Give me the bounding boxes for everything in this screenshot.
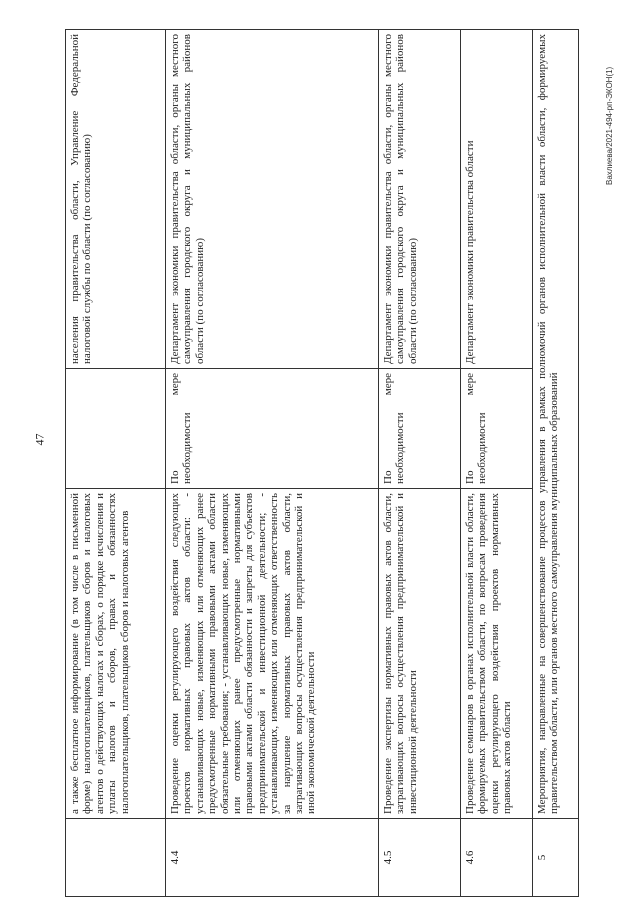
row-number-cell: 4.5 [379,819,461,897]
table-row [379,30,461,897]
page-number: 47 [32,433,47,446]
activity-cell: Проведение экспертизы нормативных правовых актов области, затрагивающих вопросы осуществления предпринимательской и инвестиционной деятельности [379,489,461,819]
deadline-cell [66,369,166,489]
executor-cell: Департамент экономики правительства области, органы местного самоуправления городского округа и муниципальных районов области (по согласованию) [379,30,461,369]
activity-cell: Проведение оценки регулирующего воздействия следующих проектов нормативных правовых актов области: - устанавливающих новые, изменяющих или отменяющих ранее предусмотренные нормативными правовыми актами области обязательные требования; - устанавливающих новые, изменяющих или отменяющих ранее предусмотренные нормативными правовыми актами области обязанности и запреты для субъектов предпринимательской и инвестиционной деятельности; - устанавливающих, изменяющих или отменяющих ответственность за нарушение нормативных правовых актов области, затрагивающих вопросы осуществления предпринимательской и иной экономической деятельности [166,489,379,819]
row-number-cell: 4.4 [166,819,379,897]
deadline-cell: По мере необходимости [166,369,379,489]
table-row [461,30,533,897]
executor-cell: Департамент экономики правительства области [461,30,533,369]
measures-table [65,29,579,897]
section-heading-cell: Мероприятия, направленные на совершенствование процессов управления в рамках полномочий органов исполнительной власти области, формируемых правительством области, или органов местного самоуправления муниципальных образований [533,30,579,819]
table-row [166,30,379,897]
rotated-table-canvas [65,30,578,897]
deadline-cell: По мере необходимости [461,369,533,489]
executor-cell: Департамент экономики правительства области, органы местного самоуправления городского округа и муниципальных районов области (по согласованию) [166,30,379,369]
row-number-cell: 5 [533,819,579,897]
activity-cell: а также бесплатное информирование (в том числе в письменной форме) налогоплательщиков, плательщиков сборов и налоговых агентов о действующих налогах и сборах, о порядке исчисления и уплаты налогов и сборов, правах и обязанностях налогоплательщиков, плательщиков сборов и налоговых агентов [66,489,166,819]
table-row [66,30,166,897]
table-row [533,30,579,897]
document-stamp-text: Вахлиева/2021-494-рп-ЭКОН(1) [605,66,614,185]
activity-cell: Проведение семинаров в органах исполнительной власти области, формируемых правительством области, по вопросам проведения оценки регулирующего воздействия проектов нормативных правовых актов области [461,489,533,819]
executor-cell: населения правительства области, Управление Федеральной налоговой службы по области (по согласованию) [66,30,166,369]
deadline-cell: По мере необходимости [379,369,461,489]
row-number-cell: 4.6 [461,819,533,897]
row-number-cell [66,819,166,897]
